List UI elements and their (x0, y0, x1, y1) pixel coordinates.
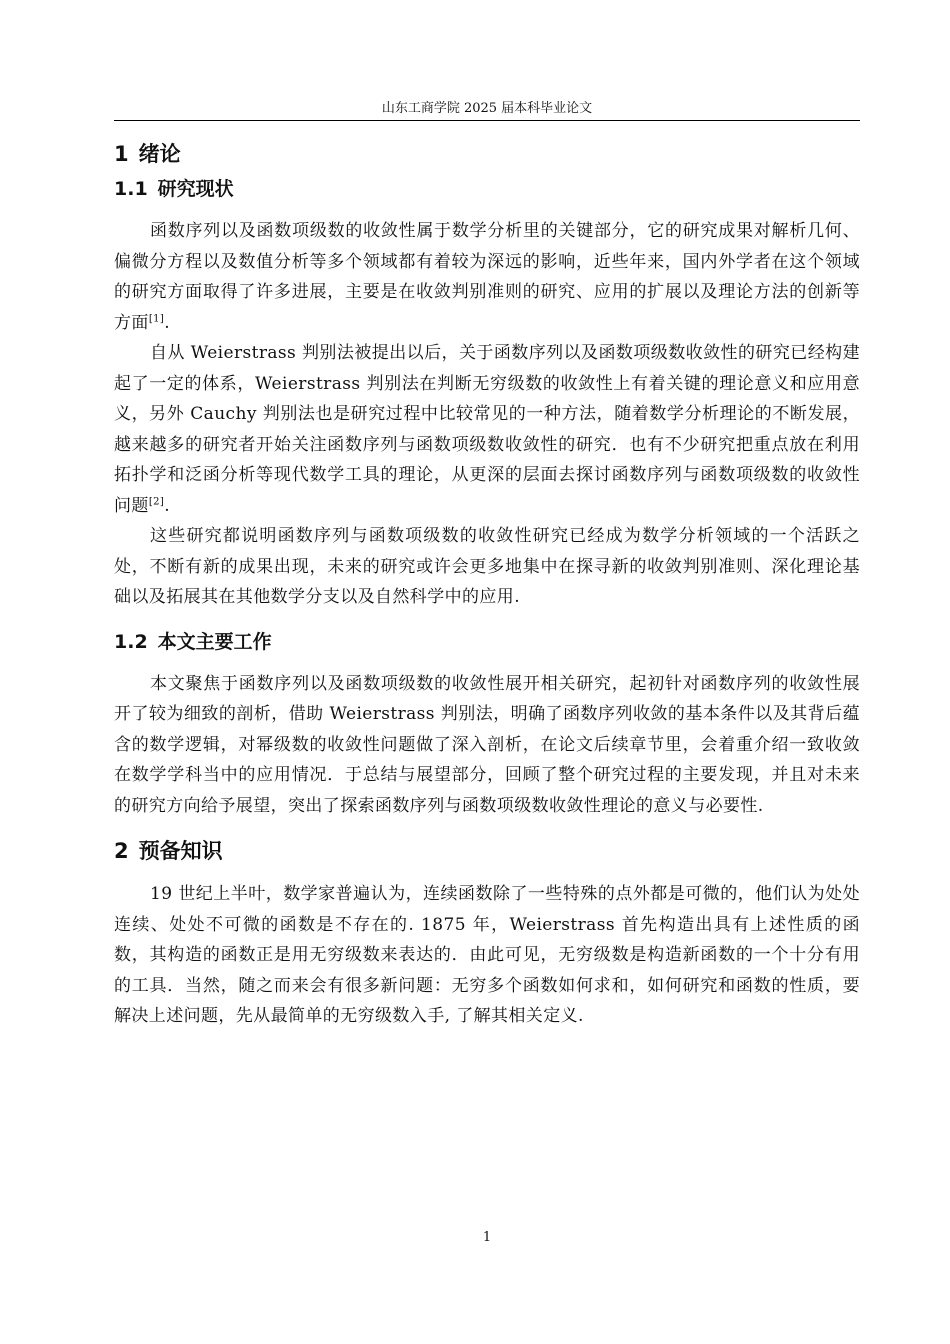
paragraph-text: 自从 Weierstrass 判别法被提出以后，关于函数序列以及函数项级数收敛性的研究已经构建起了一定的体系，Weierstrass 判别法在判断无穷级数的收敛性上有着关键的理论意义和应用意义，另外 Cauchy 判别法也是研究过程中比较常见的一种方法，随着数学分析理论的不断发展，越来越多的研究者开始关注函数序列与函数项级数收敛性的研究．也有不少研究把重点放在利用拓扑学和泛函分析等现代数学工具的理论，从更深的层面去探讨函数序列与函数项级数的收敛性问题 (114, 343, 860, 516)
section-title: 预备知识 (138, 839, 223, 863)
paragraph-end: . (164, 495, 170, 516)
subsection-heading-1-1 (114, 172, 860, 206)
paragraph-end: . (164, 312, 170, 333)
paragraph-research-status-3: 这些研究都说明函数序列与函数项级数的收敛性研究已经成为数学分析领域的一个活跃之处，不断有新的成果出现，未来的研究或许会更多地集中在探寻新的收敛判别准则、深化理论基础以及拓展其在其他数学分支以及自然科学中的应用. (114, 526, 860, 607)
paragraph-research-status-1 (114, 216, 860, 338)
paragraph-main-work: 本文聚焦于函数序列以及函数项级数的收敛性展开相关研究，起初针对函数序列的收敛性展开了较为细致的剖析，借助 Weierstrass 判别法，明确了函数序列收敛的基本条件以及其背后蕴含的数学逻辑，对幂级数的收敛性问题做了深入剖析，在论文后续章节里，会着重介绍一致收敛在数学学科当中的应用情况．于总结与展望部分，回顾了整个研究过程的主要发现，并且对未来的研究方向给予展望，突出了探索函数序列与函数项级数收敛性理论的意义与必要性. (114, 673, 860, 816)
page-number: 1 (482, 1230, 492, 1245)
subsection-heading-1-2 (114, 625, 860, 659)
section-heading-1 (114, 136, 860, 172)
citation-2: [2] (148, 495, 165, 507)
subsection-title: 研究现状 (157, 178, 234, 200)
section-heading-2 (114, 833, 860, 869)
section-number: 1 (114, 142, 129, 166)
paragraph-research-status-2 (114, 338, 860, 521)
header-rule (114, 120, 860, 121)
citation-1: [1] (148, 312, 165, 324)
page-body (114, 136, 860, 1032)
subsection-title: 本文主要工作 (157, 630, 272, 653)
section-number: 2 (114, 839, 129, 863)
subsection-number: 1.1 (114, 178, 148, 200)
section-title: 绪论 (138, 142, 181, 166)
running-header: 山东工商学院 2025 届本科毕业论文 (381, 101, 593, 116)
paragraph-text: 函数序列以及函数项级数的收敛性属于数学分析里的关键部分，它的研究成果对解析几何、偏微分方程以及数值分析等多个领域都有着较为深远的影响，近些年来，国内外学者在这个领域的研究方面取得了许多进展，主要是在收敛判别准则的研究、应用的扩展以及理论方法的创新等方面 (114, 221, 860, 333)
paragraph-preliminaries: 19 世纪上半叶，数学家普遍认为，连续函数除了一些特殊的点外都是可微的，他们认为处处连续、处处不可微的函数是不存在的. 1875 年，Weierstrass 首先构造出具有上述性质的函数，其构造的函数正是用无穷级数来表达的．由此可见，无穷级数是构造新函数的一个十分有用的工具．当然，随之而来会有很多新问题：无穷多个函数如何求和，如何研究和函数的性质，要解决上述问题，先从最简单的无穷级数入手, 了解其相关定义. (114, 884, 860, 1026)
subsection-number: 1.2 (114, 630, 148, 653)
